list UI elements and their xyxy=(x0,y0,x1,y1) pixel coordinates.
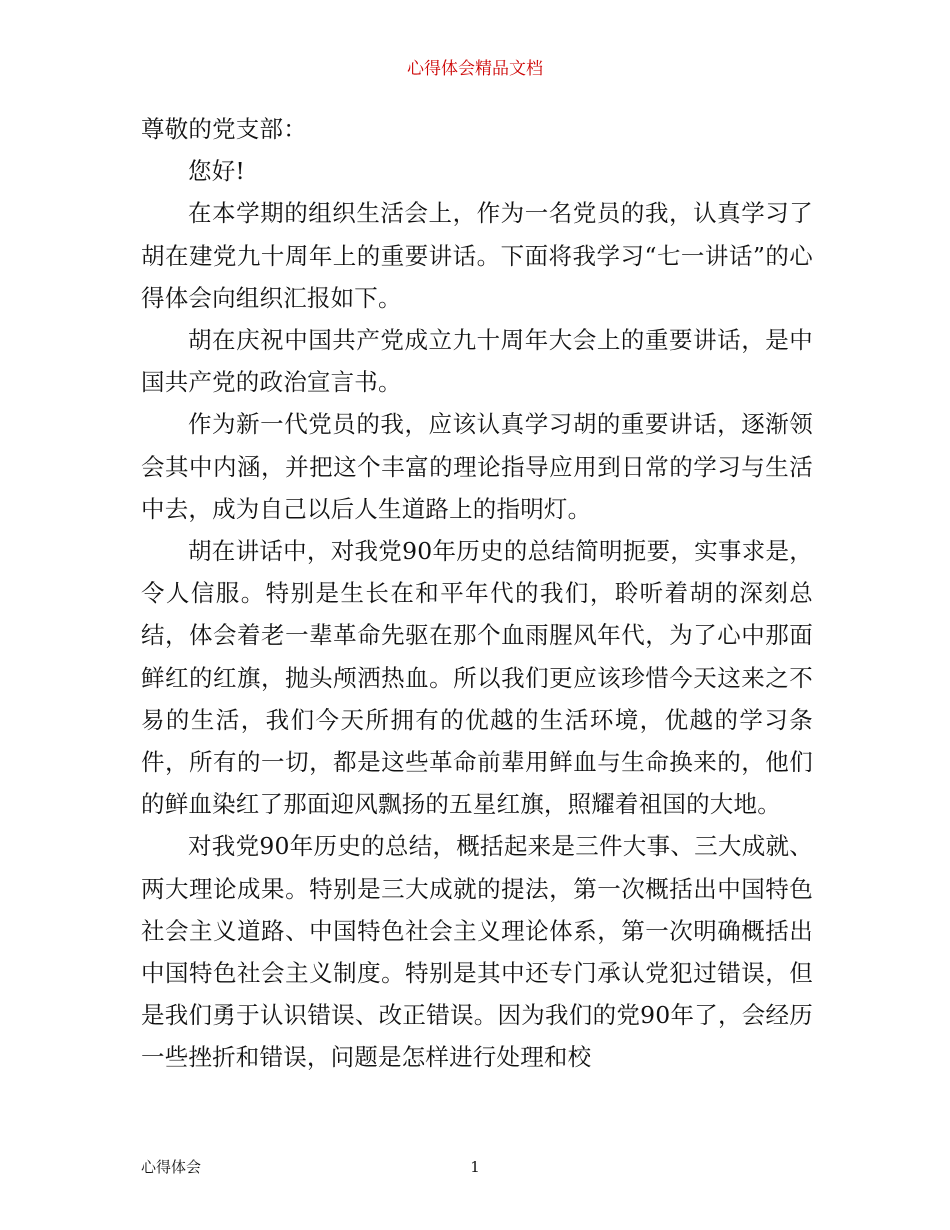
document-body xyxy=(141,108,813,1079)
salutation: 尊敬的党支部： xyxy=(141,115,307,143)
body-paragraph: 对我党90年历史的总结，概括起来是三件大事、三大成就、两大理论成果。特别是三大成就的提法，第一次概括出中国特色社会主义道路、中国特色社会主义理论体系，第一次明确概括出中国特色社会主义制度。特别是其中还专门承认党犯过错误，但是我们勇于认识错误、改正错误。因为我们的党90年了，会经历一些挫折和错误，问题是怎样进行处理和校 xyxy=(141,832,813,1072)
greeting: 您好! xyxy=(188,157,246,186)
body-paragraph: 在本学期的组织生活会上，作为一名党员的我，认真学习了胡在建党九十周年上的重要讲话。下面将我学习“七一讲话”的心得体会向组织汇报如下。 xyxy=(141,199,813,312)
page-header-title: 心得体会精品文档 xyxy=(407,59,543,79)
page-number: 1 xyxy=(470,1158,480,1176)
body-paragraph: 作为新一代党员的我，应该认真学习胡的重要讲话，逐渐领会其中内涵，并把这个丰富的理论指导应用到日常的学习与生活中去，成为自己以后人生道路上的指明灯。 xyxy=(141,410,813,523)
body-paragraph: 胡在庆祝中国共产党成立九十周年大会上的重要讲话，是中国共产党的政治宣言书。 xyxy=(141,326,813,397)
footer-label: 心得体会 xyxy=(141,1158,202,1176)
body-paragraph: 胡在讲话中，对我党90年历史的总结简明扼要，实事求是，令人信服。特别是生长在和平年代的我们，聆听着胡的深刻总结，体会着老一辈革命先驱在那个血雨腥风年代，为了心中那面鲜红的红旗，抛头颅洒热血。所以我们更应该珍惜今天这来之不易的生活，我们今天所拥有的优越的生活环境，优越的学习条件，所有的一切，都是这些革命前辈用鲜血与生命换来的，他们的鲜血染红了那面迎风飘扬的五星红旗，照耀着祖国的大地。 xyxy=(141,537,813,819)
